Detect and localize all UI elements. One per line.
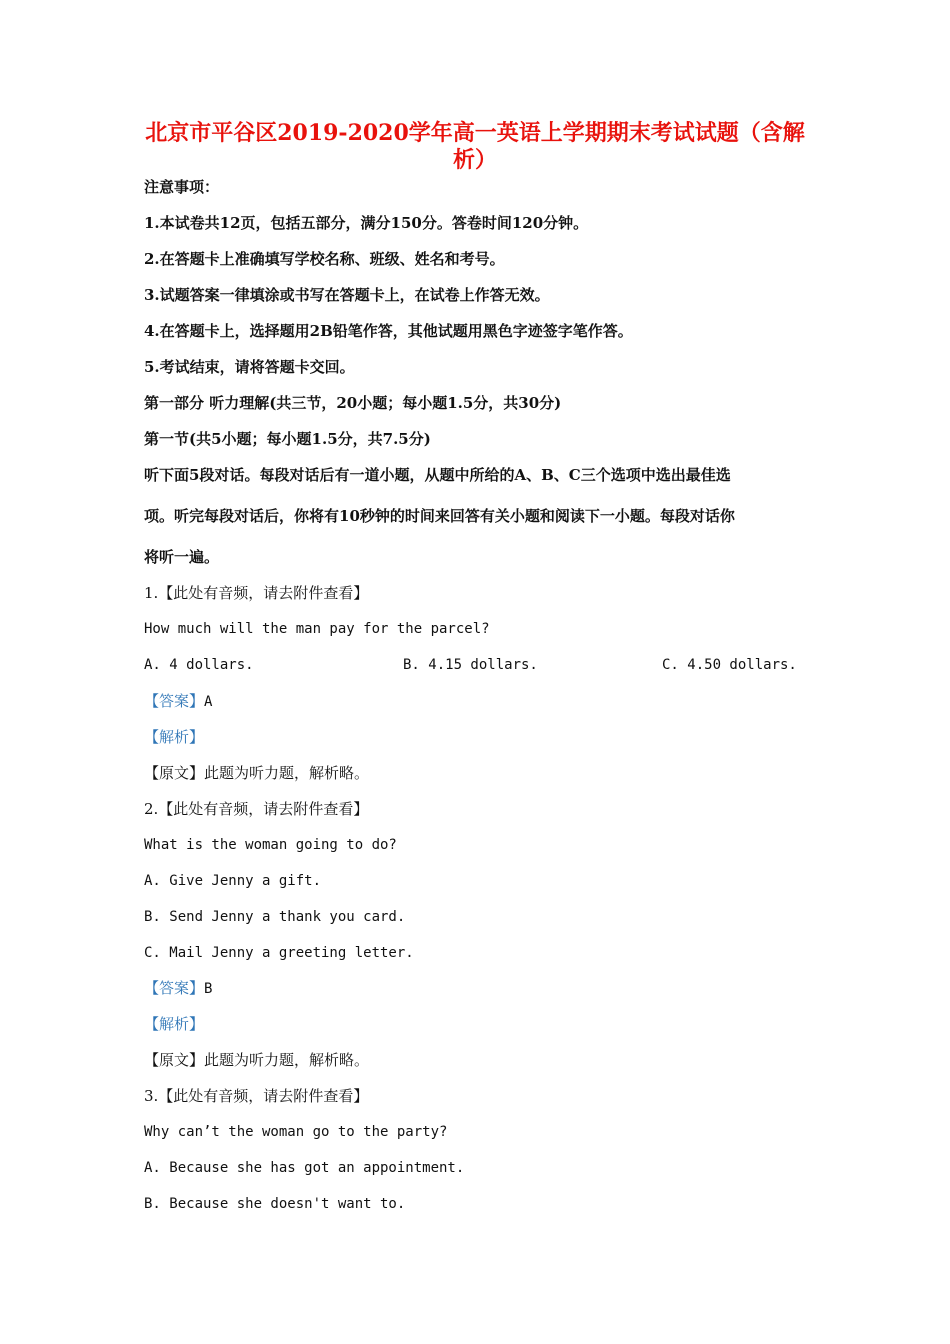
notes-heading: 注意事项：	[144, 178, 220, 196]
q1-answer	[144, 691, 212, 712]
instructions-line-3: 将听一遍。	[144, 548, 220, 566]
part-heading: 第一部分 听力理解(共三节，20小题；每小题1.5分，共30分)	[144, 394, 562, 412]
q2-option-a: A. Give Jenny a gift.	[144, 873, 322, 889]
q2-analysis-tag: 【解析】	[144, 1015, 205, 1033]
q3-question: Why can’t the woman go to the party?	[144, 1124, 448, 1140]
instructions-line-2: 项。听完每段对话后，你将有10秒钟的时间来回答有关小题和阅读下一小题。每段对话你	[144, 507, 735, 525]
note-item-5: 5.考试结束，请将答题卡交回。	[144, 358, 355, 376]
q1-option-a: A. 4 dollars.	[144, 657, 254, 673]
q2-answer	[144, 978, 212, 999]
instructions-line-1: 听下面5段对话。每段对话后有一道小题，从题中所给的A、B、C三个选项中选出最佳选	[144, 466, 731, 484]
q1-original: 【原文】此题为听力题，解析略。	[144, 764, 370, 782]
document-title	[100, 120, 850, 174]
note-item-4: 4.在答题卡上，选择题用2B铅笔作答，其他试题用黑色字迹签字笔作答。	[144, 322, 633, 340]
note-item-2: 2.在答题卡上准确填写学校名称、班级、姓名和考号。	[144, 250, 505, 268]
title-line-2: 析）	[452, 147, 497, 173]
q1-option-c: C. 4.50 dollars.	[662, 657, 797, 673]
q2-answer-value: B	[204, 981, 213, 997]
q1-option-b: B. 4.15 dollars.	[403, 657, 538, 673]
q2-option-b: B. Send Jenny a thank you card.	[144, 909, 406, 925]
note-item-1: 1.本试卷共12页，包括五部分，满分150分。答卷时间120分钟。	[144, 214, 589, 232]
q1-question: How much will the man pay for the parcel?	[144, 621, 490, 637]
q1-analysis-tag: 【解析】	[144, 728, 205, 746]
q1-answer-value: A	[204, 694, 213, 710]
q1-header: 1.【此处有音频，请去附件查看】	[144, 584, 369, 602]
q2-answer-tag: 【答案】	[144, 979, 205, 997]
note-item-3: 3.试题答案一律填涂或书写在答题卡上，在试卷上作答无效。	[144, 286, 550, 304]
q3-option-b: B. Because she doesn't want to.	[144, 1196, 406, 1212]
q2-option-c: C. Mail Jenny a greeting letter.	[144, 945, 414, 961]
q1-answer-tag: 【答案】	[144, 692, 205, 710]
q2-question: What is the woman going to do?	[144, 837, 397, 853]
q2-header: 2.【此处有音频，请去附件查看】	[144, 800, 369, 818]
q2-original: 【原文】此题为听力题，解析略。	[144, 1051, 370, 1069]
section-heading: 第一节(共5小题；每小题1.5分，共7.5分)	[144, 430, 431, 448]
q3-header: 3.【此处有音频，请去附件查看】	[144, 1087, 369, 1105]
q3-option-a: A. Because she has got an appointment.	[144, 1160, 465, 1176]
title-line-1: 北京市平谷区2019-2020学年高一英语上学期期末考试试题（含解	[145, 120, 805, 146]
